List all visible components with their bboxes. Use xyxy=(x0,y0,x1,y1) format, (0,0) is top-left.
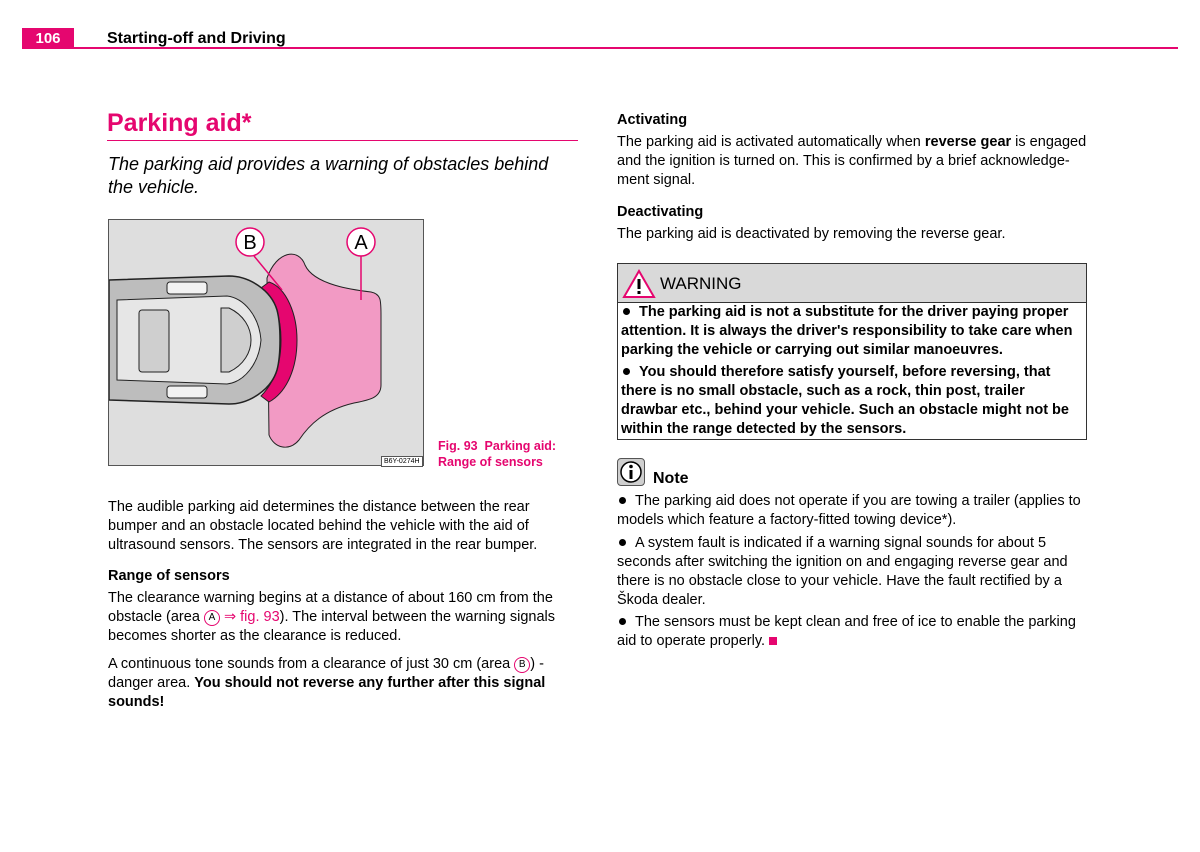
figure-reference-link[interactable]: ⇒ fig. 93 xyxy=(219,609,280,625)
warning-label: WARNING xyxy=(660,274,742,293)
figure-caption xyxy=(438,438,588,470)
bullet-icon xyxy=(619,539,626,546)
end-of-section-marker xyxy=(769,637,777,645)
activating-text-bold: reverse gear xyxy=(924,134,1012,150)
activating-paragraph xyxy=(617,133,1087,190)
note-item-3-text: The sensors must be kept clean and free of ice to enable the parking aid to operate properly. xyxy=(617,614,1076,649)
car-mirror-bottom xyxy=(167,386,207,398)
note-item-2 xyxy=(617,534,1087,610)
label-a: A xyxy=(354,232,368,254)
intro-paragraph: The audible parking aid determines the distance between the rear bumper and an obstacle located behind the vehicle with the aid of ultrasound sensors. The sensors are integrated in the rear bumper. xyxy=(108,499,538,553)
figure-number: Fig. 93 xyxy=(438,439,478,453)
activating-heading: Activating xyxy=(617,112,688,128)
bullet-icon xyxy=(623,368,630,375)
page-number: 106 xyxy=(22,28,74,49)
bullet-icon xyxy=(623,308,630,315)
note-item-1 xyxy=(617,492,1087,530)
section-title: Starting-off and Driving xyxy=(107,30,286,47)
lead-paragraph: The parking aid provides a warning of obstacles behind the vehicle. xyxy=(108,154,549,197)
bullet-icon xyxy=(619,497,626,504)
note-item-3 xyxy=(617,613,1087,651)
page-title: Parking aid* xyxy=(107,109,252,137)
warning-triangle-icon xyxy=(622,269,656,299)
warning-item-1-text: The parking aid is not a substitute for the driver paying proper attention. It is always the driver's responsibility to take care when parking the vehicle or carrying out similar manoeuvres. xyxy=(621,304,1073,358)
range-heading: Range of sensors xyxy=(108,568,230,584)
activating-text-a: The parking aid is activated automatically when xyxy=(617,134,925,150)
range-text-a: The clearance warning begins at a distance of about 160 cm from the obstacle (area xyxy=(108,590,553,625)
danger-text-bold: You should not reverse any further after this signal sounds! xyxy=(108,675,546,710)
car-mirror-top xyxy=(167,282,207,294)
range-paragraph xyxy=(108,589,578,646)
activating-text-b: is engaged and the ignition is turned on. This is confirmed by a brief acknowledge-ment signal. xyxy=(617,134,1087,188)
bullet-icon xyxy=(619,618,626,625)
warning-item-2-text: You should therefore satisfy yourself, before reversing, that there is no small obstacle, such as a rock, thin post, trailer drawbar etc., behind your vehicle. Such an obstacle might not be within the range detected by the sensors. xyxy=(621,364,1069,437)
area-a-marker: A xyxy=(204,610,220,626)
note-label: Note xyxy=(653,470,689,487)
figure-title: Parking aid: xyxy=(484,439,557,453)
warning-item-1 xyxy=(621,303,1083,360)
note-item-2-text: A system fault is indicated if a warning signal sounds for about 5 seconds after switching the ignition on and engaging reverse gear and there is no obstacle close to your vehicle. Have the fault rectified by a Škoda dealer. xyxy=(617,535,1068,608)
deactivating-heading: Deactivating xyxy=(617,204,704,220)
note-item-1-text: The parking aid does not operate if you are towing a trailer (applies to models which feature a factory-fitted towing device*). xyxy=(617,493,1081,528)
warning-item-2 xyxy=(621,363,1083,439)
figure-subtitle: Range of sensors xyxy=(438,455,543,469)
car-sunroof xyxy=(139,310,169,372)
danger-text-a: A continuous tone sounds from a clearance of just 30 cm (area xyxy=(108,656,515,672)
danger-text-b: ) - danger area. xyxy=(108,656,544,691)
label-b: B xyxy=(243,232,257,254)
range-text-b: ). The interval between the warning signals becomes shorter as the clearance is reduced. xyxy=(108,609,556,644)
info-icon xyxy=(617,458,645,486)
figure-parking-aid xyxy=(108,219,424,466)
title-divider xyxy=(107,140,578,141)
area-b-marker: B xyxy=(514,657,530,673)
danger-paragraph xyxy=(108,655,578,712)
car-sensor-diagram xyxy=(109,220,423,465)
header-divider xyxy=(22,47,1178,49)
deactivating-paragraph: The parking aid is deactivated by removing the reverse gear. xyxy=(617,226,1006,242)
figure-code: B6Y-0274H xyxy=(381,456,423,467)
info-glyph-icon xyxy=(618,459,644,485)
